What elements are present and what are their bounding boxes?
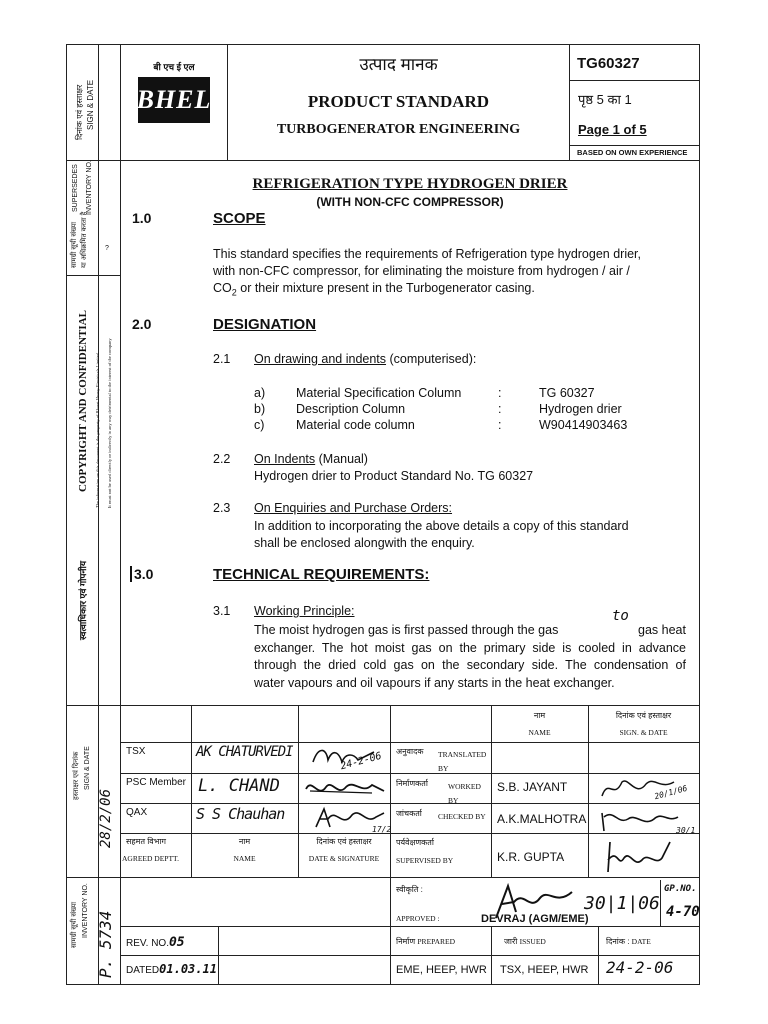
section-2-2-heading: [254, 452, 368, 466]
date-value: 24-2-06: [606, 958, 674, 977]
row-3-name: S S Chauhan: [196, 805, 285, 823]
section-2-title: DESIGNATION: [213, 316, 317, 333]
bhel-logo: [138, 60, 210, 128]
frame-top: [66, 44, 700, 45]
header-title-hi: उत्पाद मानक: [359, 55, 438, 74]
margin-marker: ?: [105, 245, 109, 252]
footer-name-en: NAME: [233, 854, 256, 863]
section-1-line-1: This standard specifies the requirements of Refrigeration type hydrogen drier,: [213, 247, 642, 261]
date-en: DATE: [631, 937, 651, 946]
margin-supersedes-en: SUPERSEDES: [72, 164, 79, 212]
issued-en: ISSUED: [519, 937, 546, 946]
designation-item-a: [254, 386, 694, 402]
row-3-role-en: CHECKED BY: [438, 812, 486, 821]
section-3-1-text: [254, 622, 686, 692]
approved-date: 30|1|06: [584, 893, 660, 914]
bhel-logo-hi: बी एच ई एल: [153, 62, 195, 72]
date-label: [606, 936, 651, 947]
co2-sub: 2: [231, 287, 237, 298]
section-3-1-insert: to: [612, 608, 629, 624]
item-c-key: c): [254, 418, 265, 432]
designation-item-b: [254, 402, 694, 418]
approved-hi: स्वीकृति :: [396, 885, 423, 894]
issued-value: TSX, HEEP, HWR: [500, 964, 589, 976]
row-3-dept: QAX: [126, 807, 148, 818]
margin-copyright-hi: स्वत्वाधिकार एवं गोपनीय: [78, 560, 88, 640]
row-4-role-en: SUPERVISED BY: [396, 856, 454, 865]
section-2-2-title: On Indents: [254, 452, 316, 466]
rev-no-value: 05: [168, 935, 185, 950]
margin-sep-c: [66, 705, 120, 706]
row-2-name: L. CHAND: [198, 776, 280, 796]
margin-sep-b: [66, 275, 120, 276]
margin-bottom-sign-hi: हस्ताक्षर एवं दिनांक: [73, 751, 80, 800]
row-2-person-sign-date: 20/1/06: [653, 783, 689, 802]
section-2-1-suffix: (computerised):: [386, 352, 477, 366]
row-1-role-hi: अनुवादक: [396, 747, 424, 756]
item-a-colon: :: [498, 386, 502, 400]
row-3-role-hi: जांचकर्ता: [396, 809, 422, 818]
section-2-1-heading: [254, 352, 476, 366]
section-1-line-2: with non-CFC compressor, for eliminating the moisture from hydrogen / air /: [213, 264, 630, 278]
row-4-person: K.R. GUPTA: [497, 850, 565, 864]
row-3-person: A.K.MALHOTRA: [497, 812, 587, 826]
approved-person: DEVRAJ (AGM/EME): [481, 913, 589, 925]
row-3-person-signature: [598, 805, 680, 833]
table-header-sign-hi: दिनांक एवं हस्ताक्षर: [615, 711, 672, 720]
section-3-title: TECHNICAL REQUIREMENTS:: [213, 566, 430, 583]
table-header-name-en: NAME: [528, 728, 551, 737]
item-a-value: TG 60327: [539, 386, 595, 400]
margin-copyright-small1: The information on this document is the property of Bharat Heavy Electricals Limited.: [95, 351, 100, 508]
issued: [504, 936, 546, 947]
prepared-en: PREPARED: [417, 937, 456, 946]
header-subtitle: TURBOGENERATOR ENGINEERING: [276, 122, 521, 137]
section-1-line-3-rest: or their mixture present in the Turbogenerator casing.: [236, 281, 535, 295]
section-2-3-text: [254, 518, 629, 552]
prepared-value: EME, HEEP, HWR: [396, 964, 487, 976]
margin-supersedes-hi2: या अधिक्रमित करता है: [81, 211, 88, 268]
row-2-role-en: WORKED BY: [448, 782, 481, 805]
row-1-name: AK CHATURVEDI: [196, 744, 293, 760]
section-2-2-number: 2.2: [213, 452, 231, 466]
section-3-1-line-3: through the dried cold gas on the secondary side. The condensation of: [254, 658, 686, 672]
gp-no-label: GP.NO.: [664, 884, 697, 894]
table-header-name-hi: नाम: [533, 711, 546, 720]
footer-name-hi: नाम: [238, 837, 251, 846]
section-1-title: SCOPE: [213, 210, 266, 227]
item-a-key: a): [254, 386, 266, 400]
section-2-number: 2.0: [132, 316, 152, 332]
margin-bottom-sign-en: SIGN & DATE: [84, 746, 91, 790]
header-page-line: [569, 145, 700, 146]
dated-value: 01.03.11: [159, 962, 217, 976]
header-page-hi: पृष्ठ 5 का 1: [578, 92, 632, 107]
section-3-1-number: 3.1: [213, 604, 231, 618]
approved-en: APPROVED :: [396, 914, 440, 923]
row-2-dept: PSC Member: [126, 777, 187, 788]
table-header-sign-en: SIGN. & DATE: [619, 728, 668, 737]
section-3-1-line-1a: The moist hydrogen gas is first passed through the gas: [254, 623, 559, 637]
co2-co: CO: [213, 281, 232, 295]
margin-sep-d: [66, 877, 120, 878]
item-b-label: Description Column: [296, 402, 406, 416]
prepared: [396, 936, 455, 947]
item-b-colon: :: [498, 402, 502, 416]
item-b-key: b): [254, 402, 266, 416]
section-2-1-title: On drawing and indents: [254, 352, 387, 366]
section-3-1-title: Working Principle:: [254, 604, 355, 618]
section-1-text: [213, 246, 693, 302]
bhel-logo-en: BHEL: [136, 85, 212, 114]
item-c-colon: :: [498, 418, 502, 432]
footer-dept-en: AGREED DEPTT.: [122, 854, 179, 863]
row-2-signature: [302, 775, 386, 801]
header-basis: BASED ON OWN EXPERIENCE: [577, 148, 688, 157]
header-title-en: PRODUCT STANDARD: [307, 92, 490, 111]
margin-inventory-en: INVENTORY NO.: [86, 160, 93, 215]
header-docno-line: [569, 80, 700, 81]
row-1-role-en: TRANSLATED BY: [438, 750, 487, 773]
row-2-role-hi: निर्माणकर्ता: [396, 779, 428, 788]
margin-bottom-sign-val: 28/2/06: [98, 788, 114, 848]
doc-title: REFRIGERATION TYPE HYDROGEN DRIER: [252, 176, 568, 192]
row-4-role-hi: पर्यवेक्षणकर्ता: [396, 838, 434, 847]
margin-copyright: COPYRIGHT AND CONFIDENTIAL: [77, 310, 89, 492]
section-1-number: 1.0: [132, 210, 152, 226]
header-page-en: Page 1 of 5: [578, 122, 647, 137]
footer-sign-hi: दिनांक एवं हस्ताक्षर: [316, 837, 372, 846]
item-b-value: Hydrogen drier: [539, 402, 622, 416]
row-2-person: S.B. JAYANT: [497, 780, 568, 794]
margin-sign-date-en: SIGN & DATE: [86, 79, 95, 130]
item-c-label: Material code column: [296, 418, 415, 432]
row-1-dept: TSX: [126, 746, 146, 757]
section-3-number: 3.0: [130, 566, 153, 582]
rev-no-label: REV. NO.: [126, 938, 169, 949]
section-2-3-line-1: In addition to incorporating the above details a copy of this standard: [254, 519, 629, 533]
gp-no-value: 4-70: [666, 904, 700, 920]
margin-bottom-inv-en: INVENTORY NO.: [82, 883, 89, 938]
section-3-1-line-4: water vapours and oil vapours if any starts in the heat exchanger.: [254, 675, 615, 690]
section-1-line-3: [213, 280, 693, 302]
dated-label: DATED: [126, 965, 160, 976]
header-bottom: [120, 160, 700, 161]
section-2-2-text: Hydrogen drier to Product Standard No. TG 60327: [254, 469, 534, 483]
footer-dept-hi: सहमत विभाग: [126, 837, 166, 846]
margin-sep-a: [66, 160, 120, 161]
dated: [126, 962, 217, 976]
section-3-1-line-1b: gas heat: [638, 623, 686, 637]
row-1-sign-date: 24-2-06: [339, 750, 383, 773]
section-2-3-number: 2.3: [213, 501, 231, 515]
margin-sign-date-hi: दिनांक एवं हस्ताक्षर: [75, 84, 84, 140]
section-3-1-line-2: exchanger. The hot moist gas on the primary side is cooled in advance: [254, 640, 686, 655]
row-3-person-sign-date: 30/1: [676, 826, 696, 835]
doc-subtitle: (WITH NON-CFC COMPRESSOR): [316, 195, 504, 209]
frame-bottom: [66, 984, 700, 985]
bhel-logo-box: [138, 77, 210, 123]
frame-left: [66, 44, 67, 984]
section-2-1-number: 2.1: [213, 352, 231, 366]
margin-bottom-inv-hi: सामग्री सूची संख्या: [71, 901, 78, 948]
item-a-label: Material Specification Column: [296, 386, 462, 400]
issued-hi: जारी: [504, 937, 518, 946]
margin-supersedes-hi: सामग्री सूची संख्या: [71, 221, 78, 268]
date-hi: दिनांक :: [606, 937, 630, 946]
section-3-1-line-1: [254, 622, 686, 640]
rev-no: [126, 935, 185, 950]
designation-item-c: [254, 418, 694, 434]
footer-sign-en: DATE & SIGNATURE: [308, 854, 380, 863]
section-2-3-title: On Enquiries and Purchase Orders:: [254, 501, 453, 515]
header-doc-no: TG60327: [577, 55, 640, 72]
header-divider-right: [569, 44, 570, 160]
section-2-3-line-2: shall be enclosed alongwith the enquiry.: [254, 536, 475, 550]
row-4-person-signature: [604, 838, 674, 874]
item-c-value: W90414903463: [539, 418, 628, 432]
margin-copyright-small2: It must not be used directly or indirectly in any way detrimental to the interest of the company: [107, 338, 112, 508]
section-2-2-suffix: (Manual): [315, 452, 368, 466]
prepared-hi: निर्माण: [396, 937, 416, 946]
margin-bottom-inv-val: P. 5734: [96, 910, 115, 978]
row-3-sign-date: 17/2: [372, 825, 392, 834]
